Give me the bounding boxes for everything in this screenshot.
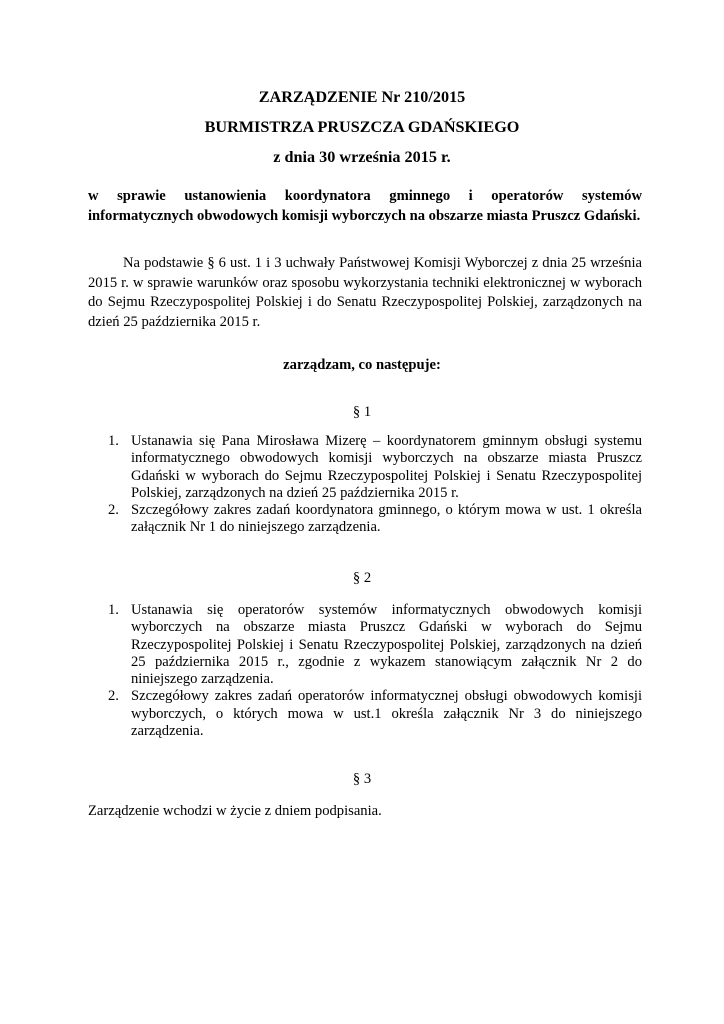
document-title: ZARZĄDZENIE Nr 210/2015 [258, 88, 466, 106]
document-subject: w sprawie ustanowienia koordynatora gminnego i operatorów systemów informatycznych obwodowych komisji wyborczych na obszarze miasta Pruszcz Gdański. [88, 188, 642, 224]
list-item: 2. Szczegółowy zakres zadań operatorów informatycznej obsługi obwodowych komisji wyborczych, o których mowa w ust.1 określa załącznik Nr 3 do niniejszego zarządzenia. [108, 688, 642, 740]
list-item: 2. Szczegółowy zakres zadań koordynatora gminnego, o którym mowa w ust. 1 określa załącznik Nr 1 do niniejszego zarządzenia. [108, 502, 642, 536]
section-1-list [88, 433, 642, 537]
document-date: z dnia 30 września 2015 r. [273, 148, 451, 166]
decree-heading: zarządzam, co następuje: [283, 357, 441, 373]
section-1-label: § 1 [352, 404, 372, 420]
section-2-label: § 2 [352, 570, 372, 586]
list-item: 1. Ustanawia się operatorów systemów informatycznych obwodowych komisji wyborczych na obszarze miasta Pruszcz Gdański w wyborach do Sejmu Rzeczypospolitej Polskiej i Senatu Rzeczypospolitej Polskiej, zarządzonych na dzień 25 października 2015 r., zgodnie z wykazem stanowiącym załącznik Nr 2 do niniejszego zarządzenia. [108, 602, 642, 688]
list-item: 1. Ustanawia się Pana Mirosława Mizerę – koordynatorem gminnym obsługi systemu informatycznego obwodowych komisji wyborczych na obszarze miasta Pruszcz Gdański w wyborach do Sejmu Rzeczypospolitej Polskiej i Senatu Rzeczypospolitej Polskiej, zarządzonych na dzień 25 października 2015 r. [108, 433, 642, 501]
list-item-text: Ustanawia się Pana Mirosława Mizerę – koordynatorem gminnym obsługi systemu informatycznego obwodowych komisji wyborczych na obszarze miasta Pruszcz Gdański w wyborach do Sejmu Rzeczypospolitej Polskiej i Senatu Rzeczypospolitej Polskiej, zarządzonych na dzień 25 października 2015 r. [131, 433, 642, 501]
issuer-title: BURMISTRZA PRUSZCZA GDAŃSKIEGO [204, 118, 520, 136]
list-item-text: Szczegółowy zakres zadań koordynatora gminnego, o którym mowa w ust. 1 określa załącznik Nr 1 do niniejszego zarządzenia. [131, 502, 642, 536]
section-2-list [88, 602, 642, 740]
section-3-label: § 3 [352, 771, 372, 787]
list-item-text: Szczegółowy zakres zadań operatorów informatycznej obsługi obwodowych komisji wyborczych, o których mowa w ust.1 określa załącznik Nr 3 do niniejszego zarządzenia. [131, 688, 642, 740]
legal-basis-paragraph: Na podstawie § 6 ust. 1 i 3 uchwały Państwowej Komisji Wyborczej z dnia 25 września 2015 r. w sprawie warunków oraz sposobu wykorzystania techniki elektronicznej w wyborach do Sejmu Rzeczypospolitej Polskiej i do Senatu Rzeczypospolitej Polskiej, zarządzonych na dzień 25 października 2015 r. [88, 255, 642, 330]
list-item-text: Ustanawia się operatorów systemów informatycznych obwodowych komisji wyborczych na obszarze miasta Pruszcz Gdański w wyborach do Sejmu Rzeczypospolitej Polskiej i Senatu Rzeczypospolitej Polskiej, zarządzonych na dzień 25 października 2015 r., zgodnie z wykazem stanowiącym załącznik Nr 2 do niniejszego zarządzenia. [131, 602, 642, 688]
effective-date-statement: Zarządzenie wchodzi w życie z dniem podpisania. [88, 803, 382, 819]
